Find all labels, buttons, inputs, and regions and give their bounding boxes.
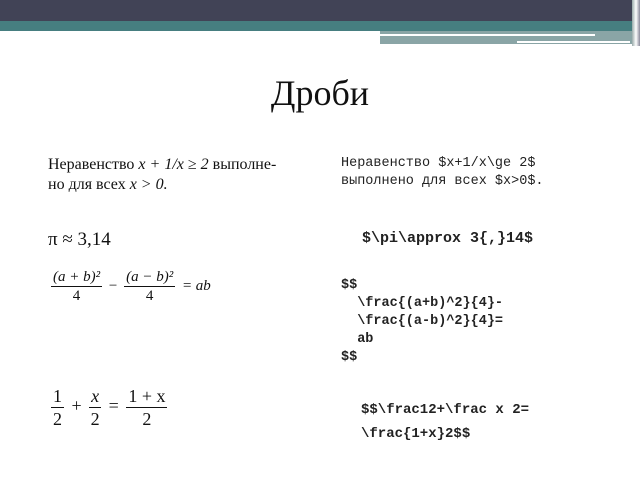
- operator: +: [71, 395, 82, 416]
- numerator: x: [91, 386, 100, 406]
- fraction: [51, 385, 64, 430]
- numerator: 1 + x: [128, 386, 166, 406]
- rendered-fraction-ab: [48, 268, 211, 305]
- source-fraction-sum: $$\frac12+\frac x 2= \frac{1+x}2$$: [361, 402, 530, 442]
- numerator: 1: [53, 386, 62, 406]
- header-line: [517, 41, 630, 43]
- denominator: 2: [142, 409, 152, 429]
- denominator: 4: [145, 288, 154, 304]
- numerator: (a + b)²: [53, 269, 101, 285]
- slide-title: Дроби: [270, 73, 370, 113]
- header-band-dark: [0, 0, 640, 21]
- source-inequality: Неравенство $x+1/x\ge 2$ выполнено для всех $x>0$.: [341, 156, 544, 189]
- header-band-teal: [0, 21, 640, 31]
- fraction: [124, 268, 175, 305]
- source-pi: $\pi\approx 3{,}14$: [362, 230, 534, 247]
- header-edge: [632, 0, 640, 46]
- fraction: [126, 385, 167, 430]
- denominator: 2: [53, 409, 62, 429]
- denominator: 2: [90, 409, 100, 429]
- header-line: [380, 34, 595, 36]
- fraction: [89, 385, 101, 430]
- numerator: (a − b)²: [126, 269, 174, 285]
- math: x + 1/x ≥ 2: [138, 156, 209, 173]
- rendered-pi: π ≈ 3,14: [48, 229, 111, 250]
- result: = ab: [181, 277, 211, 294]
- rendered-fraction-sum: [48, 385, 170, 430]
- fraction: [51, 268, 102, 305]
- operator: =: [108, 395, 119, 416]
- denominator: 4: [72, 288, 81, 304]
- math: x > 0.: [129, 176, 168, 193]
- text: но для всех: [48, 176, 126, 193]
- text: Неравенство: [48, 156, 135, 173]
- rendered-inequality: [48, 155, 276, 195]
- operator: −: [108, 277, 118, 294]
- source-fraction-ab: $$ \frac{(a+b)^2}{4}- \frac{(a-b)^2}{4}= ab $$: [341, 278, 504, 365]
- text: выполне-: [212, 156, 277, 173]
